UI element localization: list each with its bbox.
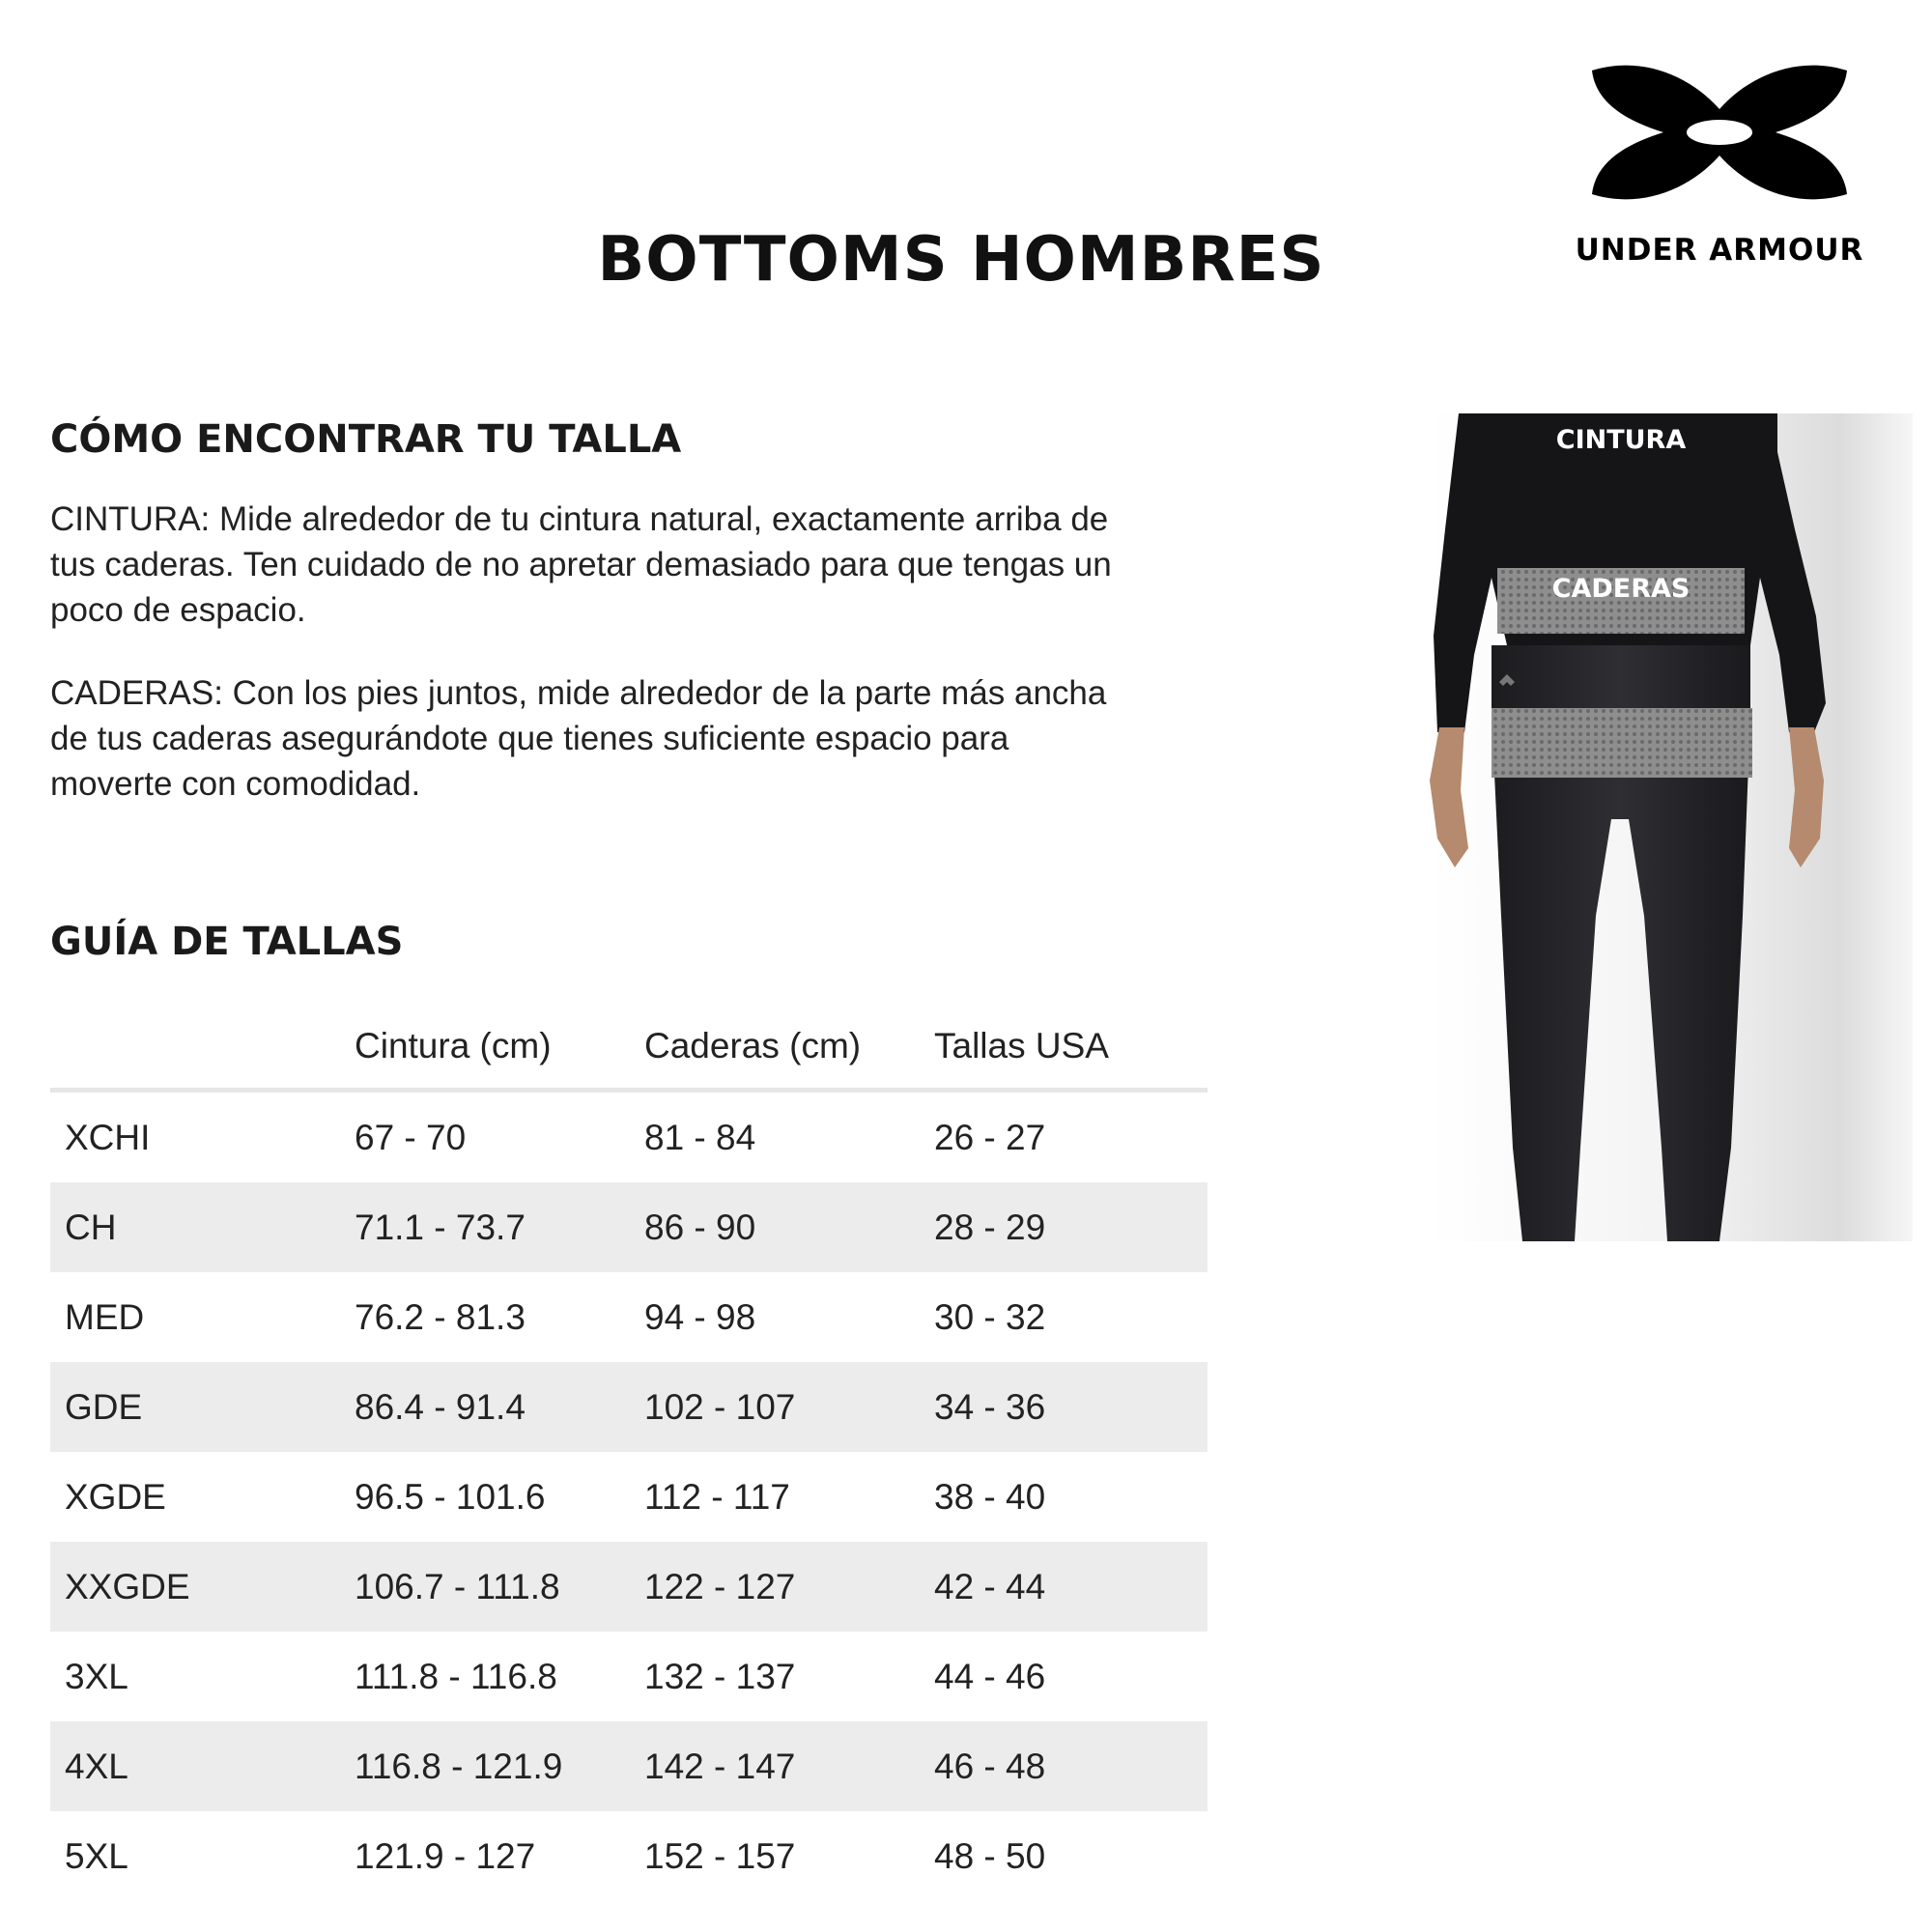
model-illustration [1391,413,1913,1241]
table-cell: 48 - 50 [934,1835,1046,1876]
table-cell: GDE [50,1362,355,1452]
table-cell: 81 - 84 [644,1117,756,1157]
table-cell: 106.7 - 111.8 [355,1542,644,1632]
size-guide-heading: GUÍA DE TALLAS [50,920,404,964]
column-header: Caderas (cm) [644,1005,934,1091]
column-header: Tallas USA [934,1005,1208,1091]
table-row [50,1542,1208,1632]
waist-instructions [50,497,1209,633]
table-row [50,1362,1208,1452]
table-cell: 122 - 127 [644,1542,934,1632]
text-line: CINTURA: Mide alrededor de tu cintura natural, exactamente arriba de [50,500,1109,538]
table-cell: 38 - 40 [934,1476,1046,1517]
table-cell: 121.9 - 127 [355,1835,536,1876]
page-title: BOTTOMS HOMBRES [597,224,1325,296]
table-cell: 86 - 90 [644,1182,934,1272]
table-row [50,1811,1208,1901]
table-cell: 86.4 - 91.4 [355,1362,644,1452]
table-cell: CH [50,1182,355,1272]
table-cell: 116.8 - 121.9 [355,1721,644,1811]
under-armour-logo-icon [1584,53,1855,213]
table-cell: 102 - 107 [644,1362,934,1452]
table-row [50,1632,1208,1721]
table-row [50,1721,1208,1811]
table-cell: 142 - 147 [644,1721,934,1811]
table-cell: XGDE [65,1476,166,1517]
table-cell: 42 - 44 [934,1542,1208,1632]
table-cell: 112 - 117 [644,1476,790,1517]
how-to-heading: CÓMO ENCONTRAR TU TALLA [50,417,682,462]
model-figure [1391,413,1913,1241]
table-cell: XXGDE [50,1542,355,1632]
table-cell: 3XL [65,1656,128,1696]
size-table [50,1005,1208,1901]
hip-band [1492,708,1752,778]
table-cell: 30 - 32 [934,1296,1046,1337]
table-cell: 76.2 - 81.3 [355,1296,526,1337]
table-row [50,1182,1208,1272]
table-row [50,1452,1208,1542]
table-cell: 67 - 70 [355,1117,467,1157]
table-row [50,1091,1208,1183]
table-cell: 96.5 - 101.6 [355,1476,546,1517]
hip-instructions [50,670,1209,807]
column-header: Cintura (cm) [355,1005,644,1091]
table-cell: 34 - 36 [934,1362,1208,1452]
column-header [50,1005,355,1091]
table-cell: 44 - 46 [934,1656,1046,1696]
table-cell: 152 - 157 [644,1835,796,1876]
table-cell: 46 - 48 [934,1721,1208,1811]
table-cell: 26 - 27 [934,1117,1046,1157]
brand-name: UNDER ARMOUR [1575,233,1864,268]
table-cell: XCHI [65,1117,151,1157]
text-line: CADERAS: Con los pies juntos, mide alrededor de la parte más ancha [50,674,1107,712]
table-cell: 111.8 - 116.8 [355,1656,557,1696]
table-header-row [50,1005,1208,1091]
waist-label: CINTURA [1555,425,1687,455]
text-line: moverte con comodidad. [50,765,421,803]
table-cell: 4XL [50,1721,355,1811]
text-line: tus caderas. Ten cuidado de no apretar demasiado para que tengas un [50,546,1112,583]
table-cell: 132 - 137 [644,1656,796,1696]
table-cell: 5XL [65,1835,128,1876]
table-row [50,1272,1208,1362]
table-cell: 71.1 - 73.7 [355,1182,644,1272]
table-cell: MED [65,1296,145,1337]
text-line: poco de espacio. [50,591,306,629]
hip-label: CADERAS [1551,574,1690,604]
table-cell: 28 - 29 [934,1182,1208,1272]
text-line: de tus caderas asegurándote que tienes suficiente espacio para [50,720,1009,757]
table-cell: 94 - 98 [644,1296,756,1337]
